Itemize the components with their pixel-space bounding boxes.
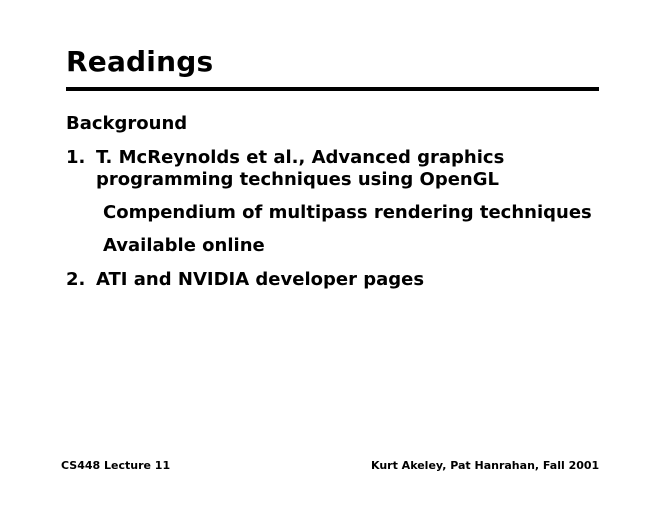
title-underline: [66, 87, 599, 91]
footer-authors: Kurt Akeley, Pat Hanrahan, Fall 2001: [371, 459, 600, 472]
list-item-2-line-1: ATI and NVIDIA developer pages: [96, 269, 425, 290]
list-item-2-number: 2.: [66, 269, 86, 290]
section-heading: Background: [66, 113, 188, 134]
list-item-1-number: 1.: [66, 147, 86, 168]
footer-course: CS448 Lecture 11: [61, 459, 171, 472]
list-item-1-subitem-1: Compendium of multipass rendering techniques: [103, 202, 592, 223]
list-item-1-line-1: T. McReynolds et al., Advanced graphics: [96, 147, 505, 168]
slide-title: Readings: [66, 45, 214, 78]
list-item-1-subitem-2: Available online: [103, 235, 265, 256]
list-item-1-line-2: programming techniques using OpenGL: [96, 169, 499, 190]
